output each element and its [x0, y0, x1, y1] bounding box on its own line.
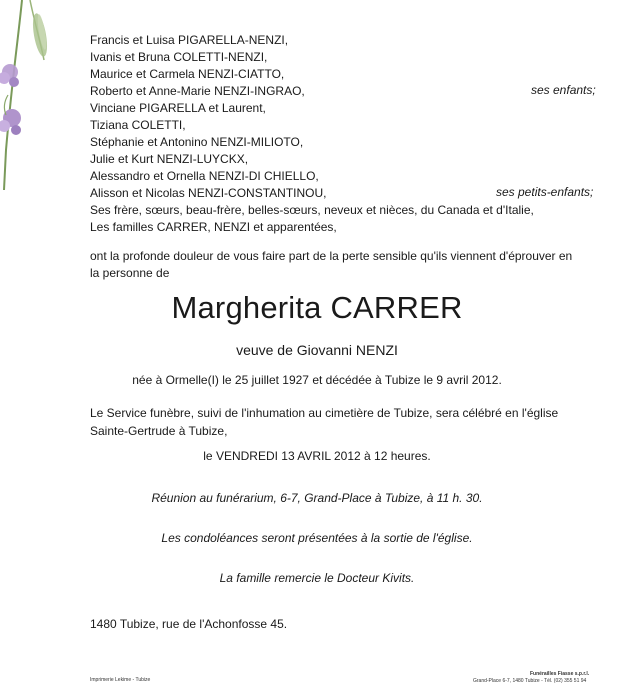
family-line: Ivanis et Bruna COLETTI-NENZI, — [90, 50, 268, 64]
announcement-line: ont la profonde douleur de vous faire part de la perte sensible qu'ils viennent d'éprouver en — [90, 249, 573, 263]
service-line: Le Service funèbre, suivi de l'inhumation au cimetière de Tubize, sera célébré en l'église — [90, 406, 559, 420]
announcement-line: la personne de — [90, 266, 170, 280]
funeral-home-address: Grand-Place 6-7, 1480 Tubize - Tél. (02) 355 51 94 — [473, 678, 587, 684]
widow-of: veuve de Giovanni NENZI — [236, 342, 398, 358]
family-line: Stéphanie et Antonino NENZI-MILIOTO, — [90, 135, 304, 149]
family-line: Alisson et Nicolas NENZI-CONSTANTINOU, — [90, 186, 327, 200]
floral-decoration — [0, 0, 60, 190]
family-line: Roberto et Anne-Marie NENZI-INGRAO, — [90, 84, 305, 98]
family-line: Alessandro et Ornella NENZI-DI CHIELLO, — [90, 169, 319, 183]
service-date: le VENDREDI 13 AVRIL 2012 à 12 heures. — [203, 449, 431, 463]
family-line: Ses frère, sœurs, beau-frère, belles-sœurs, neveux et nièces, du Canada et d'Italie, — [90, 203, 534, 217]
family-line: Francis et Luisa PIGARELLA-NENZI, — [90, 33, 289, 47]
family-line: Maurice et Carmela NENZI-CIATTO, — [90, 67, 285, 81]
funeral-home-name: Funérailles Fiasse s.p.r.l. — [530, 671, 590, 677]
family-line: Vinciane PIGARELLA et Laurent, — [90, 101, 266, 115]
label-enfants: ses enfants; — [531, 83, 596, 97]
printer-credit: Imprimerie Lekime - Tubize — [90, 677, 151, 683]
birth-death: née à Ormelle(I) le 25 juillet 1927 et décédée à Tubize le 9 avril 2012. — [132, 373, 502, 387]
condolences-info: Les condoléances seront présentées à la sortie de l'église. — [161, 531, 473, 545]
service-line: Sainte-Gertrude à Tubize, — [90, 424, 228, 438]
family-line: Julie et Kurt NENZI-LUYCKX, — [90, 152, 249, 166]
reunion-info: Réunion au funérarium, 6-7, Grand-Place à Tubize, à 11 h. 30. — [151, 491, 483, 505]
family-address: 1480 Tubize, rue de l'Achonfosse 45. — [90, 617, 288, 631]
thanks-line: La famille remercie le Docteur Kivits. — [219, 571, 415, 585]
deceased-name: Margherita CARRER — [171, 290, 463, 325]
family-line: Les familles CARRER, NENZI et apparentées, — [90, 220, 337, 234]
family-line: Tiziana COLETTI, — [90, 118, 186, 132]
label-petits-enfants: ses petits-enfants; — [496, 185, 594, 199]
